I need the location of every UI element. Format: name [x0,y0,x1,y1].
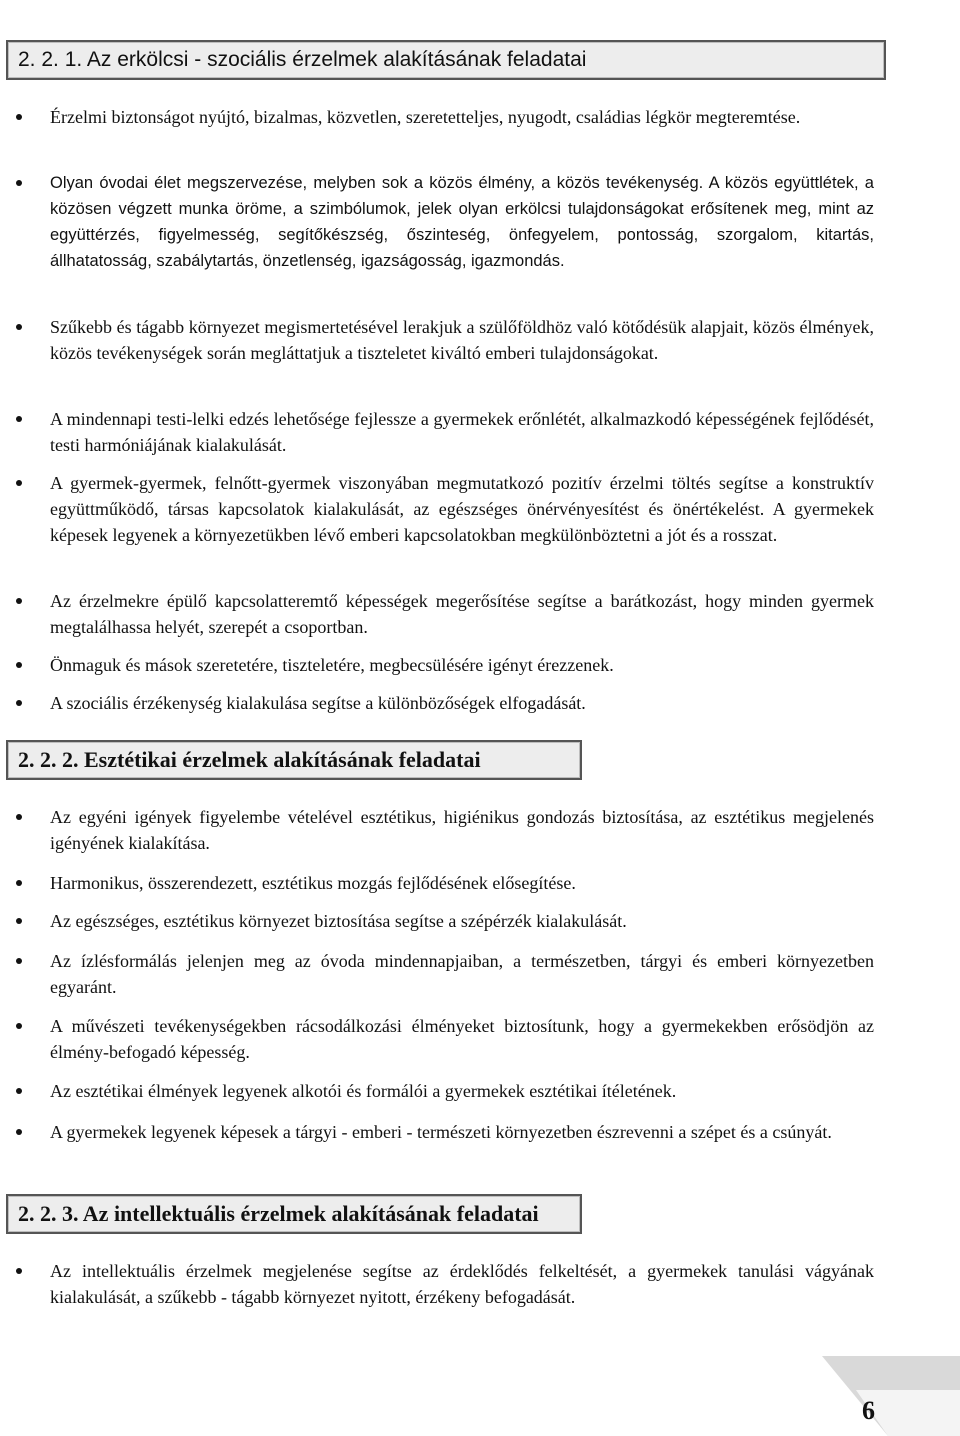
list-item [50,1078,874,1104]
section-title-1: 2. 2. 1. Az erkölcsi - szociális érzelmek alakításának feladatai [18,48,587,71]
page-number: 6 [862,1396,875,1425]
bullet-icon [16,700,22,706]
list-item [50,908,874,934]
bullet-icon [16,324,22,330]
bullet-icon [16,416,22,422]
list-item [50,1258,874,1310]
bullet-icon [16,114,22,120]
list-item [50,314,874,366]
list-item-text: Az ízlésformálás jelenjen meg az óvoda mindennapjaiban, a természetben, tárgyi és emberi környezetben egyaránt. [50,951,874,997]
list-item-text: A szociális érzékenység kialakulása segítse a különbözőségek elfogadását. [50,693,586,713]
bullet-icon [16,598,22,604]
section-title-2: 2. 2. 2. Esztétikai érzelmek alakításának feladatai [18,747,481,772]
list-item [50,1013,874,1065]
list-item-text: Érzelmi biztonságot nyújtó, bizalmas, közvetlen, szeretetteljes, nyugodt, családias légkör megteremtése. [50,107,801,127]
list-item-text: Szűkebb és tágabb környezet megismertetésével lerakjuk a szülőföldhöz való kötődésük alapjait, közös élmények, közös tevékenységek során megláttatjuk a tiszteletet kiváltó emberi tulajdonságokat. [50,317,874,363]
list-item-text [50,170,874,274]
list-item-text: Az egyéni igények figyelembe vételével esztétikus, higiénikus gondozás biztosítása, az esztétikus megjelenés igényének kialakítása. [50,807,874,853]
bullet-icon [16,1268,22,1274]
list-item-text: A mindennapi testi-lelki edzés lehetősége fejlessze a gyermekek erőnlétét, alkalmazkodó képességének fejlődését, testi harmóniájának kialakulását. [50,409,874,455]
list-item [50,170,874,274]
bullet-icon [16,814,22,820]
bullet-icon [16,180,22,186]
page-number-tab-icon [822,1356,960,1436]
section-title-3: 2. 2. 3. Az intellektuális érzelmek alakításának feladatai [18,1201,539,1226]
list-item-text: Önmaguk és mások szeretetére, tiszteletére, megbecsülésére igényt érezzenek. [50,655,614,675]
list-item [50,690,874,716]
list-item [50,1119,874,1145]
list-item-text: Az egészséges, esztétikus környezet biztosítása segítse a szépérzék kialakulását. [50,911,627,931]
list-item-text: Harmonikus, összerendezett, esztétikus mozgás fejlődésének elősegítése. [50,873,576,893]
list-item-text-part: A közös együttlétek, a közösen végzett munka öröme, a szimbólumok, jelek olyan erkölcsi tulajdonságokat erősítenek meg, mint az együttérzés, figyelmesség, segítőkészség, őszinteség, önfegyelem, pontosság, szorgalom, kitartás, állhatatosság, szabálytartás, önzetlenség, igazságosság, igazmondás. [50,174,874,270]
list-item [50,470,874,548]
list-item [50,804,874,856]
section-heading-1 [6,40,886,80]
list-item-text: A gyermekek legyenek képesek a tárgyi - emberi - természeti környezetben észrevenni a szépet és a csúnyát. [50,1122,832,1142]
list-item-text-part: Olyan óvodai élet megszervezése, melyben sok a közös élmény, a közös tevékenység. [50,174,704,192]
list-item [50,104,874,130]
list-item [50,870,874,896]
list-item [50,652,874,678]
list-item-text: A gyermek-gyermek, felnőtt-gyermek viszonyában megmutatkozó pozitív érzelmi töltés segítse a konstruktív együttműködő, társas kapcsolatok kialakulását, az egészséges önérvényesítést és önértékelést. A gyermekek képesek legyenek a környezetükben lévő emberi kapcsolatokban megkülönböztetni a jót és a rosszat. [50,473,874,545]
list-item [50,588,874,640]
list-item-text: Az esztétikai élmények legyenek alkotói és formálói a gyermekek esztétikai ítéletének. [50,1081,677,1101]
section-heading-3 [6,1194,582,1234]
bullet-icon [16,1023,22,1029]
list-item [50,948,874,1000]
list-item-text: A művészeti tevékenységekben rácsodálkozási élményeket biztosítunk, hogy a gyermekekben erősödjön az élmény-befogadó képesség. [50,1016,874,1062]
bullet-icon [16,662,22,668]
bullet-icon [16,1129,22,1135]
list-item-text: Az érzelmekre épülő kapcsolatteremtő képességek megerősítése segítse a barátkozást, hogy minden gyermek megtalálhassa helyét, szerepét a csoportban. [50,591,874,637]
list-item [50,406,874,458]
bullet-icon [16,1088,22,1094]
list-item-text: Az intellektuális érzelmek megjelenése segítse az érdeklődés felkeltését, a gyermekek tanulási vágyának kialakulását, a szűkebb - tágabb környezet nyitott, érzékeny befogadását. [50,1261,874,1307]
bullet-icon [16,958,22,964]
bullet-icon [16,880,22,886]
section-heading-2 [6,740,582,780]
bullet-icon [16,918,22,924]
bullet-icon [16,480,22,486]
